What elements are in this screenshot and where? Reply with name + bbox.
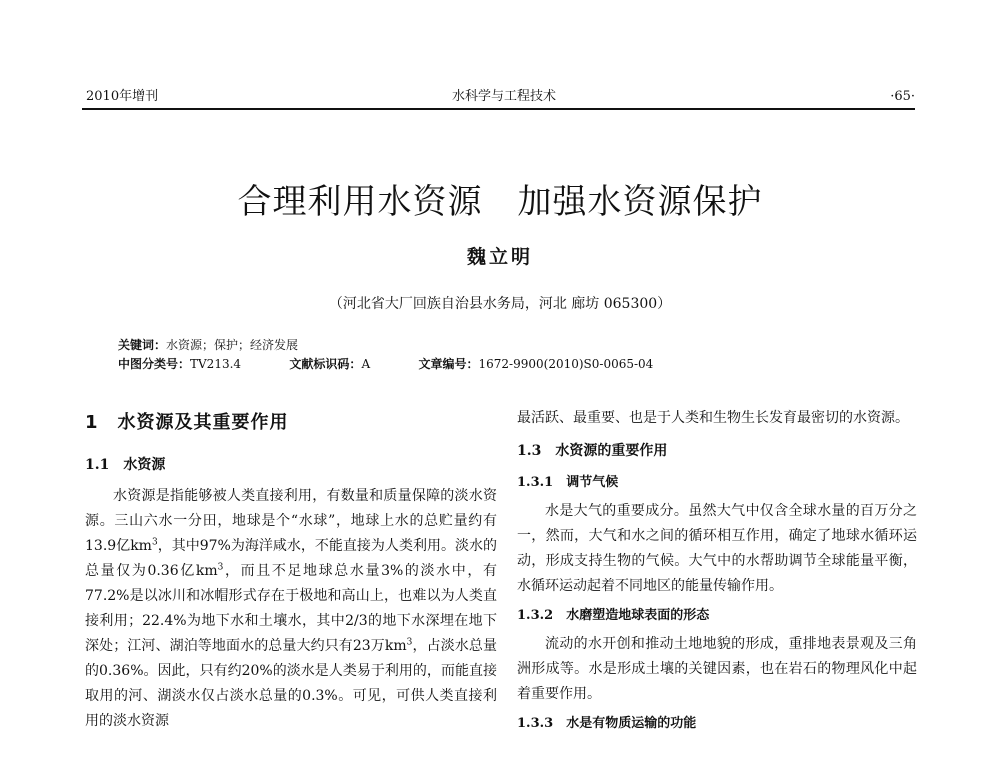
keywords-label: 关键词：	[118, 338, 167, 352]
paragraph-water-resources: 水资源是指能够被人类直接利用，有数量和质量保障的淡水资源。三山六水一分田，地球是个“水球”，地球上水的总贮量约有13.9亿$km^3$，其中97%为海洋咸水，不能直接为人类利用。淡水的总量仅为0.36亿$km^3$，而且不足地球总水量3%的淡水中，有77.2%是以冰川和冰帽形式存在于极地和高山上，也难以为人类直接利用；22.4%为地下水和土壤水，其中2/3的地下水深埋在地下深处；江河、湖泊等地面水的总量大约只有23万$km^3$，占淡水总量的0.36%。因此，只有约20%的淡水是人类易于利用的，而能直接取用的河、湖淡水仅占淡水总量的0.3%。可见，可供人类直接利用的淡水资源	[85, 488, 498, 729]
section-heading-1-1: 1.1 水资源	[85, 457, 166, 473]
paper-title: 合理利用水资源 加强水资源保护	[237, 182, 763, 222]
class-label: 中图分类号：	[118, 357, 191, 371]
section-heading-1-3-1: 1.3.1 调节气候	[517, 475, 619, 490]
paragraph-continuation: 最活跃、最重要、也是于人类和生物生长发育最密切的水资源。	[517, 410, 909, 426]
section-heading-1: 1 水资源及其重要作用	[85, 412, 289, 433]
section-heading-1-3: 1.3 水资源的重要作用	[517, 443, 668, 459]
keywords-line	[118, 337, 298, 353]
article-number-label: 文章编号：	[418, 357, 479, 371]
doc-code-label: 文献标识码：	[289, 357, 362, 371]
header-page-number: ·65·	[890, 89, 915, 104]
class-value: TV213.4	[190, 357, 242, 371]
header-journal: 水科学与工程技术	[452, 89, 557, 104]
paragraph-climate: 水是大气的重要成分。虽然大气中仅含全球水量的百万分之一，然而，大气和水之间的循环相互作用，确定了地球水循环运动，形成支持生物的气候。大气中的水帮助调节全球能量平衡，水循环运动起着不同地区的能量传输作用。	[517, 503, 917, 594]
affiliation: （河北省大厂回族自治县水务局，河北 廊坊 065300）	[328, 296, 672, 312]
article-number-value: 1672-9900(2010)S0-0065-04	[478, 357, 654, 371]
section-heading-1-3-2: 1.3.2 水磨塑造地球表面的形态	[517, 608, 710, 623]
classification-line	[118, 356, 653, 372]
keywords-value: 水资源；保护；经济发展	[166, 338, 299, 352]
section-heading-1-3-3: 1.3.3 水是有物质运输的功能	[517, 716, 697, 731]
doc-code-value: A	[361, 357, 371, 371]
right-column	[517, 406, 917, 740]
left-column	[85, 406, 497, 738]
author: 魏立明	[466, 246, 533, 268]
paragraph-landform: 流动的水开创和推动土地地貌的形成，重排地表景观及三角洲形成等。水是形成土壤的关键因素，也在岩石的物理风化中起着重要作用。	[517, 636, 917, 702]
header-rule	[82, 108, 915, 110]
header-issue: 2010年增刊	[86, 89, 159, 104]
